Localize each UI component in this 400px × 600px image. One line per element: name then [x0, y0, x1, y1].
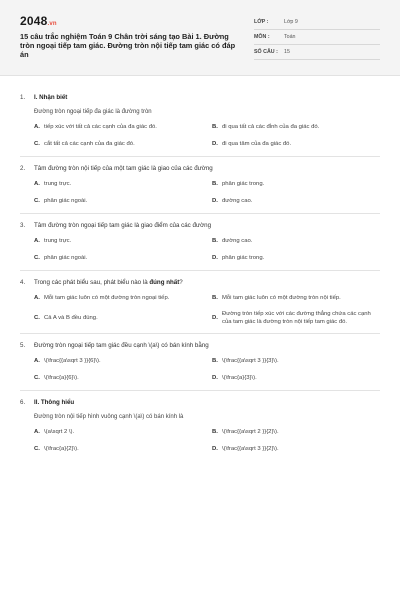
option-text: Cả A và B đều đúng. [44, 315, 98, 321]
option-text: đường cao. [222, 198, 253, 204]
answer-option-c[interactable] [34, 253, 202, 263]
option-letter: C. [34, 375, 40, 381]
option-letter: D. [212, 375, 218, 381]
question-heading [20, 94, 380, 102]
option-text: \(\frac{a}{3}\). [222, 375, 257, 381]
option-letter: B. [212, 238, 218, 244]
option-text: phân giác ngoài. [44, 255, 88, 261]
answer-options [34, 122, 380, 149]
answer-option-b[interactable] [212, 427, 380, 437]
question-heading [20, 165, 380, 173]
answer-option-a[interactable] [34, 236, 202, 246]
question-item [20, 271, 380, 334]
option-text: trung trực. [44, 181, 72, 187]
option-letter: A. [34, 295, 40, 301]
option-letter: B. [212, 358, 218, 364]
document-title: 15 câu trắc nghiệm Toán 9 Chân trời sáng tạo Bài 1. Đường tròn ngoại tiếp tam giác. Đường tròn nội tiếp tam giác có đáp án [20, 32, 236, 60]
question-text: Tâm đường tròn nội tiếp của một tam giác là giao của các đường [34, 165, 213, 172]
answer-option-b[interactable] [212, 293, 380, 303]
meta-row-count [254, 45, 380, 60]
question-heading [20, 222, 380, 230]
answer-option-d[interactable] [212, 253, 380, 263]
answer-option-d[interactable] [212, 373, 380, 383]
question-text-part: Trong các phát biểu sau, phát biểu nào là [34, 279, 150, 286]
question-number: 5. [20, 342, 26, 349]
answer-options [34, 356, 380, 383]
answer-option-d[interactable] [212, 196, 380, 206]
option-text: \(\frac{a}{2}\). [44, 446, 79, 452]
question-text: II. Thông hiểu [34, 399, 75, 406]
option-text: phân giác ngoài. [44, 198, 88, 204]
question-stem: Đường tròn nội tiếp hình vuông cạnh \(a\) có bán kính là [34, 414, 184, 420]
answer-option-c[interactable] [34, 373, 202, 383]
meta-row-grade [254, 15, 380, 30]
question-text: Tâm đường tròn ngoại tiếp tam giác là giao điểm của các đường [34, 222, 212, 229]
answer-option-c[interactable] [34, 310, 202, 326]
option-letter: C. [34, 446, 40, 452]
option-letter: A. [34, 181, 40, 187]
option-text: \(\frac{{a\sqrt 3 }}{3}\). [222, 358, 279, 364]
option-letter: A. [34, 429, 40, 435]
answer-option-c[interactable] [34, 444, 202, 454]
question-item [20, 157, 380, 214]
meta-value: Lớp 9 [284, 19, 298, 25]
answer-options [34, 427, 380, 454]
answer-option-d[interactable] [212, 444, 380, 454]
option-text: Mỗi tam giác luôn có một đường tròn ngoại tiếp. [44, 295, 170, 301]
answer-option-a[interactable] [34, 179, 202, 189]
answer-option-a[interactable] [34, 122, 202, 132]
option-letter: D. [212, 446, 218, 452]
question-item [20, 86, 380, 157]
option-text: \(\frac{{a\sqrt 3 }}{6}\). [44, 358, 101, 364]
answer-option-a[interactable] [34, 427, 202, 437]
question-text [34, 279, 380, 287]
meta-label: MÔN : [254, 34, 270, 40]
option-text: \(\frac{a}{6}\). [44, 375, 79, 381]
question-number: 3. [20, 222, 26, 229]
option-letter: B. [212, 181, 218, 187]
question-item [20, 391, 380, 461]
question-number: 4. [20, 279, 26, 286]
question-item [20, 214, 380, 271]
option-text: trung trực. [44, 238, 72, 244]
option-letter: D. [212, 315, 218, 321]
option-letter: A. [34, 358, 40, 364]
answer-option-d[interactable] [212, 310, 380, 326]
question-stem: Đường tròn ngoại tiếp đa giác là đường tròn [34, 109, 152, 115]
meta-row-subject [254, 30, 380, 45]
meta-value: 15 [284, 49, 290, 55]
question-number: 1. [20, 94, 26, 101]
option-text: tiếp xúc với tất cả các cạnh của đa giác đó. [44, 124, 157, 130]
option-text: đi qua tâm của đa giác đó. [222, 141, 292, 147]
option-text: đường cao. [222, 238, 253, 244]
option-letter: C. [34, 141, 40, 147]
option-letter: C. [34, 198, 40, 204]
question-text: I. Nhận biết [34, 94, 68, 101]
answer-option-d[interactable] [212, 139, 380, 149]
answer-option-b[interactable] [212, 179, 380, 189]
logo-suffix: .vn [47, 21, 57, 27]
answer-option-a[interactable] [34, 356, 202, 366]
metadata-panel [254, 15, 380, 60]
meta-label: SỐ CÂU : [254, 49, 278, 55]
option-text: Đường tròn tiếp xúc với các đường thẳng chứa các cạnh của tam giác là đường tròn nội tiếp tam giác đó. [222, 311, 371, 325]
option-text: cắt tất cả các cạnh của đa giác đó. [44, 141, 135, 147]
answer-option-a[interactable] [34, 293, 202, 303]
worksheet-header [0, 0, 400, 76]
option-letter: D. [212, 198, 218, 204]
question-number: 2. [20, 165, 26, 172]
question-number: 6. [20, 399, 26, 406]
answer-option-b[interactable] [212, 236, 380, 246]
option-letter: C. [34, 255, 40, 261]
option-text: \(\frac{{a\sqrt 2 }}{2}\). [222, 429, 279, 435]
question-text: Đường tròn ngoại tiếp tam giác đều cạnh \(a\) có bán kính bằng [34, 342, 209, 349]
question-emphasis: đúng nhất [149, 279, 180, 286]
option-letter: A. [34, 238, 40, 244]
answer-options [34, 179, 380, 206]
option-letter: D. [212, 255, 218, 261]
option-letter: B. [212, 295, 218, 301]
question-heading [20, 279, 380, 287]
option-letter: B. [212, 124, 218, 130]
question-list [0, 76, 400, 461]
question-item [20, 334, 380, 391]
question-heading [20, 342, 380, 350]
question-heading [20, 399, 380, 407]
option-letter: D. [212, 141, 218, 147]
answer-options [34, 293, 380, 326]
logo-text: 2048 [20, 14, 48, 28]
option-letter: B. [212, 429, 218, 435]
option-letter: C. [34, 315, 40, 321]
option-text: Mỗi tam giác luôn có một đường tròn nội tiếp. [222, 295, 341, 301]
option-letter: A. [34, 124, 40, 130]
answer-option-c[interactable] [34, 139, 202, 149]
answer-option-c[interactable] [34, 196, 202, 206]
option-text: đi qua tất cả các đỉnh của đa giác đó. [222, 124, 320, 130]
option-text: phân giác trong. [222, 255, 265, 261]
meta-value: Toán [284, 34, 296, 40]
answer-options [34, 236, 380, 263]
option-text: \(\frac{{a\sqrt 3 }}{2}\). [222, 446, 279, 452]
meta-label: LỚP : [254, 19, 269, 25]
option-text: \(a\sqrt 2 \). [44, 429, 75, 435]
option-text: phân giác trong. [222, 181, 265, 187]
answer-option-b[interactable] [212, 356, 380, 366]
site-logo[interactable] [20, 14, 57, 28]
question-text-part: ? [179, 279, 183, 286]
answer-option-b[interactable] [212, 122, 380, 132]
